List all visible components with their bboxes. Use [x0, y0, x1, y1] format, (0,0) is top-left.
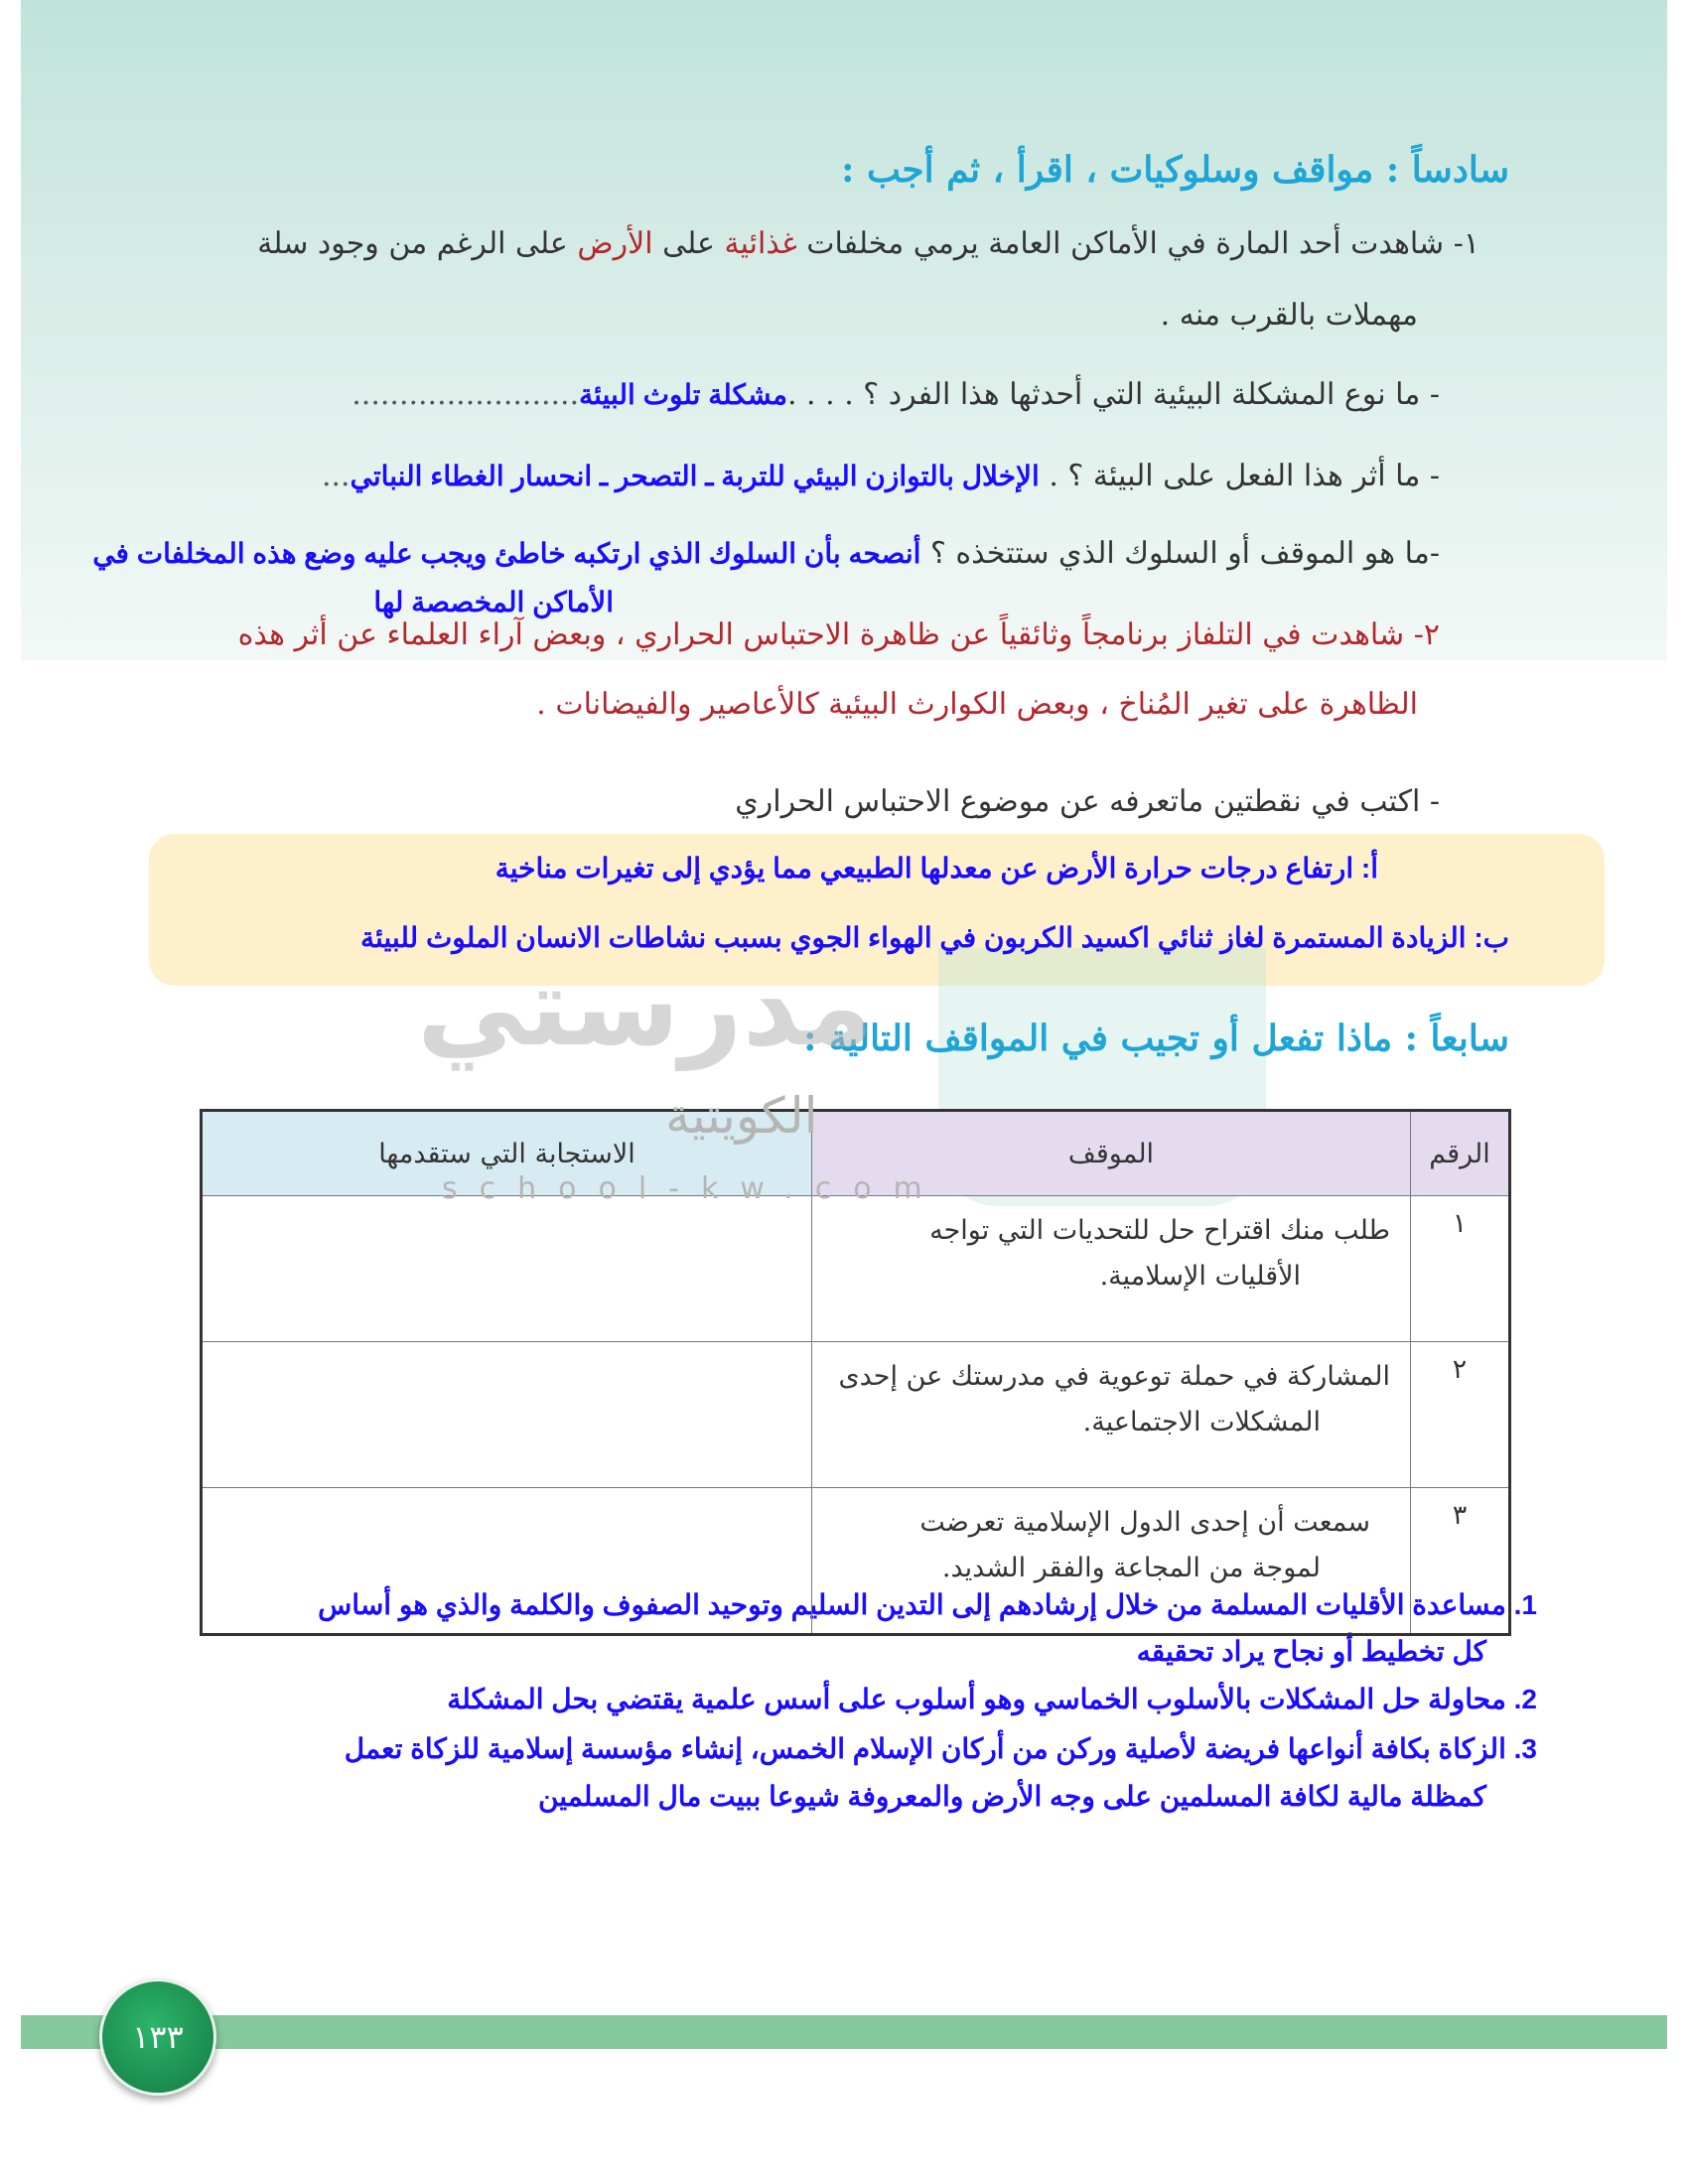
- watermark-url: school-kw.com: [442, 1171, 944, 1206]
- question-text: -ما هو الموقف أو السلوك الذي ستتخذه ؟: [929, 536, 1440, 571]
- answer-text: الزكاة بكافة أنواعها فريضة لأصلية وركن من أركان الإسلام الخمس، إنشاء مؤسسة إسلامية للزكاة تعمل: [344, 1733, 1506, 1764]
- item-2-line-2: الظاهرة على تغير المُناخ ، وبعض الكوارث البيئية كالأعاصير والفيضانات .: [536, 687, 1418, 722]
- item-1-part: على الرغم من وجود سلة: [257, 226, 578, 261]
- answer-number: 2.: [1513, 1684, 1537, 1714]
- header-situation: الموقف: [812, 1111, 1411, 1196]
- item-1-part: ١- شاهدت أحد المارة في الأماكن العامة يرمي مخلفات: [796, 226, 1479, 261]
- row-response[interactable]: [202, 1196, 812, 1342]
- answer-3-line-2: كمظلة مالية لكافة المسلمين على وجه الأرض والمعروفة شيوعا ببيت مال المسلمين: [537, 1781, 1486, 1812]
- question-3: [92, 536, 1440, 571]
- question-text: - ما أثر هذا الفعل على البيئة ؟ .: [1049, 459, 1440, 493]
- item-1-part: على: [652, 226, 725, 261]
- answer-a: أ: ارتفاع درجات حرارة الأرض عن معدلها الطبيعي مما يؤدي إلى تغيرات مناخية: [494, 853, 1378, 884]
- question-text: - ما نوع المشكلة البيئية التي أحدثها هذا الفرد ؟ . . . .: [786, 377, 1440, 412]
- row-situation: [812, 1488, 1411, 1635]
- table-row: [202, 1342, 1510, 1488]
- item-2-line-1: ٢- شاهدت في التلفاز برنامجاً وثائقياً عن ظاهرة الاحتباس الحراري ، وبعض آراء العلماء عن أثر هذه: [237, 617, 1440, 652]
- situation-line: المشاركة في حملة توعوية في مدرستك عن إحدى: [838, 1361, 1390, 1392]
- answer-2: [447, 1683, 1537, 1715]
- row-number: ٣: [1411, 1488, 1510, 1635]
- row-number: ٢: [1411, 1342, 1510, 1488]
- section-7-heading: سابعاً : ماذا تفعل أو تجيب في المواقف التالية :: [803, 1018, 1509, 1059]
- watermark-logo: مدرستي: [417, 943, 874, 1070]
- highlight-word: الأرض: [577, 226, 653, 261]
- dots: ........................: [352, 377, 580, 412]
- answer-number: 1.: [1513, 1589, 1537, 1620]
- table-row: [202, 1196, 1510, 1342]
- watermark-sub: الكويتية: [665, 1087, 818, 1145]
- header-number: الرقم: [1411, 1111, 1510, 1196]
- highlight-word: غذائية: [724, 226, 797, 261]
- footer-bar: [21, 2015, 1667, 2049]
- table-header-row: [202, 1111, 1510, 1196]
- situation-line: سمعت أن إحدى الدول الإسلامية تعرضت: [919, 1507, 1370, 1538]
- situations-table: [200, 1109, 1511, 1636]
- row-response[interactable]: [202, 1488, 812, 1635]
- row-situation: [812, 1196, 1411, 1342]
- row-number: ١: [1411, 1196, 1510, 1342]
- situation-line: المشكلات الاجتماعية.: [1082, 1407, 1321, 1437]
- dots: ...: [321, 459, 351, 493]
- write-prompt: - اكتب في نقطتين ماتعرفه عن موضوع الاحتباس الحراري: [735, 784, 1440, 819]
- answer-text: الإخلال بالتوازن البيئي للتربة ـ التصحر ـ انحسار الغطاء النباتي: [350, 461, 1040, 491]
- section-6-heading: سادساً : مواقف وسلوكيات ، اقرأ ، ثم أجب :: [841, 149, 1509, 191]
- row-situation: [812, 1342, 1411, 1488]
- situation-line: لموجة من المجاعة والفقر الشديد.: [941, 1553, 1321, 1583]
- table-row: [202, 1488, 1510, 1635]
- answer-text: مساعدة الأقليات المسلمة من خلال إرشادهم إلى التدين السليم وتوحيد الصفوف والكلمة والذي هو أساس: [318, 1589, 1506, 1620]
- answer-b: ب: الزيادة المستمرة لغاز ثنائي اكسيد الكربون في الهواء الجوي بسبب نشاطات الانسان الملوث للبيئة: [360, 922, 1509, 953]
- answer-text: محاولة حل المشكلات بالأسلوب الخماسي وهو أسلوب على أسس علمية يقتضي بحل المشكلة: [447, 1684, 1506, 1714]
- question-1: [352, 377, 1440, 412]
- item-1-text: [257, 226, 1479, 261]
- answer-text: مشكلة تلوث البيئة: [579, 379, 787, 410]
- question-3-answer-line-2: الأماكن المخصصة لها: [373, 587, 614, 617]
- situation-line: طلب منك اقتراح حل للتحديات التي تواجه: [929, 1215, 1390, 1246]
- question-2: [322, 459, 1440, 493]
- situation-line: الأقليات الإسلامية.: [1099, 1261, 1301, 1292]
- page-number: ١٣٣: [132, 2018, 184, 2056]
- answer-number: 3.: [1513, 1733, 1537, 1764]
- answer-text: أنصحه بأن السلوك الذي ارتكبه خاطئ ويجب عليه وضع هذه المخلفات في: [92, 538, 921, 569]
- header-response: الاستجابة التي ستقدمها: [202, 1111, 812, 1196]
- row-response[interactable]: [202, 1342, 812, 1488]
- answer-1-line-2: كل تخطيط أو نجاح يراد تحقيقه: [1136, 1636, 1486, 1667]
- answer-3: [345, 1732, 1537, 1765]
- page-number-badge: [99, 1979, 216, 2096]
- item-1-line-2: مهملات بالقرب منه .: [1160, 298, 1418, 333]
